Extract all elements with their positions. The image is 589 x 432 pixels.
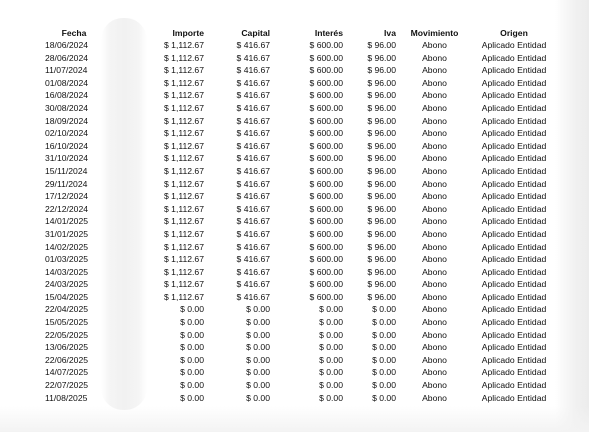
- cell-movimiento: Abono: [422, 178, 447, 189]
- cell-capital: $ 416.67: [236, 128, 270, 139]
- cell-spacer: [103, 165, 153, 178]
- cell-iva: $ 96.00: [367, 165, 396, 176]
- cell-fecha: 17/12/2024: [45, 191, 89, 202]
- cell-spacer: [103, 329, 153, 342]
- cell-iva: $ 96.00: [367, 266, 396, 277]
- cell-spacer: [103, 379, 153, 392]
- cell-fecha: 31/10/2024: [45, 153, 89, 164]
- cell-fecha: 15/05/2025: [45, 317, 89, 328]
- cell-iva: $ 96.00: [367, 191, 396, 202]
- cell-iva: $ 96.00: [367, 77, 396, 88]
- table-row: [45, 291, 555, 304]
- table-row: [45, 366, 555, 379]
- cell-iva: $ 0.00: [372, 367, 396, 378]
- cell-movimiento: Abono: [422, 266, 447, 277]
- cell-interes: $ 0.00: [319, 367, 343, 378]
- table-row: [45, 241, 555, 254]
- cell-movimiento: Abono: [422, 140, 447, 151]
- cell-spacer: [103, 127, 153, 140]
- cell-origen: Aplicado Entidad: [481, 90, 547, 101]
- cell-interes: $ 600.00: [309, 90, 343, 101]
- cell-origen: Aplicado Entidad: [481, 40, 547, 50]
- cell-spacer: [103, 392, 153, 405]
- table-row: [45, 392, 555, 405]
- cell-spacer: [103, 266, 153, 279]
- cell-interes: $ 600.00: [309, 52, 343, 63]
- cell-interes: $ 0.00: [319, 304, 343, 315]
- cell-fecha: 16/10/2024: [45, 140, 89, 151]
- cell-importe: $ 1,112.67: [164, 165, 204, 176]
- cell-origen: Aplicado Entidad: [481, 128, 547, 139]
- cell-origen: Aplicado Entidad: [481, 65, 547, 76]
- cell-movimiento: Abono: [422, 317, 447, 328]
- cell-capital: $ 0.00: [246, 367, 270, 378]
- cell-importe: $ 1,112.67: [164, 128, 204, 139]
- payments-table: [45, 28, 555, 404]
- table-row: [45, 165, 555, 178]
- cell-fecha: 15/11/2024: [45, 165, 88, 176]
- cell-importe: $ 0.00: [180, 392, 204, 403]
- cell-importe: $ 1,112.67: [164, 65, 204, 76]
- table-row: [45, 140, 555, 153]
- header-origen: Origen: [500, 28, 528, 38]
- cell-capital: $ 0.00: [246, 392, 270, 403]
- cell-fecha: 24/03/2025: [45, 279, 89, 290]
- cell-spacer: [103, 115, 153, 128]
- cell-movimiento: Abono: [422, 65, 447, 76]
- cell-iva: $ 96.00: [367, 115, 396, 126]
- cell-interes: $ 0.00: [319, 317, 343, 328]
- cell-importe: $ 0.00: [180, 304, 204, 315]
- cell-importe: $ 1,112.67: [164, 279, 204, 290]
- cell-capital: $ 416.67: [236, 254, 270, 265]
- cell-capital: $ 416.67: [236, 178, 270, 189]
- header-spacer: [103, 28, 153, 39]
- cell-origen: Aplicado Entidad: [481, 115, 547, 126]
- cell-fecha: 02/10/2024: [45, 128, 89, 139]
- header-interes: Interés: [314, 28, 343, 38]
- page-edge-shadow: [555, 0, 589, 432]
- cell-origen: Aplicado Entidad: [481, 392, 547, 403]
- cell-movimiento: Abono: [422, 354, 447, 365]
- cell-iva: $ 96.00: [367, 254, 396, 265]
- cell-fecha: 14/07/2025: [45, 367, 89, 378]
- table-row: [45, 329, 555, 342]
- table-row: [45, 266, 555, 279]
- cell-importe: $ 1,112.67: [164, 90, 204, 101]
- cell-fecha: 18/06/2024: [45, 40, 89, 50]
- cell-movimiento: Abono: [422, 52, 447, 63]
- cell-fecha: 14/03/2025: [45, 266, 89, 277]
- cell-importe: $ 1,112.67: [164, 266, 204, 277]
- cell-interes: $ 600.00: [309, 216, 343, 227]
- cell-interes: $ 600.00: [309, 266, 343, 277]
- cell-movimiento: Abono: [422, 329, 447, 340]
- cell-iva: $ 0.00: [372, 329, 396, 340]
- cell-iva: $ 96.00: [367, 153, 396, 164]
- cell-importe: $ 0.00: [180, 367, 204, 378]
- cell-origen: Aplicado Entidad: [481, 317, 547, 328]
- table-row: [45, 379, 555, 392]
- cell-interes: $ 600.00: [309, 40, 343, 50]
- table-row: [45, 178, 555, 191]
- table-row: [45, 228, 555, 241]
- cell-origen: Aplicado Entidad: [481, 367, 547, 378]
- cell-origen: Aplicado Entidad: [481, 191, 547, 202]
- cell-interes: $ 600.00: [309, 254, 343, 265]
- cell-movimiento: Abono: [422, 115, 447, 126]
- cell-capital: $ 416.67: [236, 228, 270, 239]
- cell-movimiento: Abono: [422, 102, 447, 113]
- cell-fecha: 22/07/2025: [45, 380, 89, 391]
- cell-capital: $ 416.67: [236, 115, 270, 126]
- table-row: [45, 203, 555, 216]
- cell-spacer: [103, 316, 153, 329]
- table-body: [45, 39, 555, 404]
- cell-spacer: [103, 291, 153, 304]
- cell-importe: $ 0.00: [180, 342, 204, 353]
- cell-importe: $ 1,112.67: [164, 254, 204, 265]
- cell-movimiento: Abono: [422, 77, 447, 88]
- cell-spacer: [103, 215, 153, 228]
- cell-capital: $ 416.67: [236, 191, 270, 202]
- cell-interes: $ 0.00: [319, 380, 343, 391]
- cell-origen: Aplicado Entidad: [481, 77, 547, 88]
- cell-importe: $ 1,112.67: [164, 140, 204, 151]
- cell-spacer: [103, 52, 153, 65]
- cell-fecha: 16/08/2024: [45, 90, 89, 101]
- cell-spacer: [103, 354, 153, 367]
- cell-iva: $ 96.00: [367, 241, 396, 252]
- cell-importe: $ 1,112.67: [164, 52, 204, 63]
- cell-capital: $ 416.67: [236, 241, 270, 252]
- cell-iva: $ 96.00: [367, 178, 396, 189]
- cell-interes: $ 0.00: [319, 354, 343, 365]
- table-row: [45, 89, 555, 102]
- table-row: [45, 77, 555, 90]
- cell-capital: $ 416.67: [236, 279, 270, 290]
- table-row: [45, 278, 555, 291]
- cell-fecha: 11/08/2025: [45, 392, 88, 403]
- cell-interes: $ 600.00: [309, 115, 343, 126]
- cell-iva: $ 96.00: [367, 203, 396, 214]
- cell-origen: Aplicado Entidad: [481, 342, 547, 353]
- header-importe: Importe: [172, 28, 204, 38]
- cell-fecha: 15/04/2025: [45, 291, 89, 302]
- cell-spacer: [103, 64, 153, 77]
- cell-interes: $ 600.00: [309, 128, 343, 139]
- cell-capital: $ 0.00: [246, 354, 270, 365]
- cell-movimiento: Abono: [422, 279, 447, 290]
- cell-capital: $ 416.67: [236, 77, 270, 88]
- cell-movimiento: Abono: [422, 241, 447, 252]
- cell-capital: $ 0.00: [246, 304, 270, 315]
- cell-iva: $ 96.00: [367, 291, 396, 302]
- cell-movimiento: Abono: [422, 380, 447, 391]
- cell-capital: $ 0.00: [246, 329, 270, 340]
- cell-capital: $ 416.67: [236, 291, 270, 302]
- cell-spacer: [103, 228, 153, 241]
- cell-movimiento: Abono: [422, 304, 447, 315]
- cell-origen: Aplicado Entidad: [481, 291, 547, 302]
- cell-spacer: [103, 178, 153, 191]
- cell-movimiento: Abono: [422, 153, 447, 164]
- page-bottom-shadow: [0, 406, 589, 432]
- cell-movimiento: Abono: [422, 90, 447, 101]
- header-fecha: Fecha: [61, 28, 87, 38]
- table-row: [45, 316, 555, 329]
- cell-origen: Aplicado Entidad: [481, 266, 547, 277]
- cell-importe: $ 0.00: [180, 380, 204, 391]
- cell-iva: $ 0.00: [372, 392, 396, 403]
- cell-origen: Aplicado Entidad: [481, 329, 547, 340]
- cell-importe: $ 1,112.67: [164, 203, 204, 214]
- table-row: [45, 52, 555, 65]
- cell-movimiento: Abono: [422, 367, 447, 378]
- header-capital: Capital: [241, 28, 270, 38]
- cell-movimiento: Abono: [422, 392, 447, 403]
- cell-capital: $ 0.00: [246, 380, 270, 391]
- table-row: [45, 102, 555, 115]
- table-row: [45, 115, 555, 128]
- cell-fecha: 14/01/2025: [45, 216, 89, 227]
- table-row: [45, 354, 555, 367]
- cell-importe: $ 1,112.67: [164, 40, 204, 50]
- cell-importe: $ 1,112.67: [164, 216, 204, 227]
- cell-origen: Aplicado Entidad: [481, 354, 547, 365]
- cell-fecha: 01/08/2024: [45, 77, 89, 88]
- cell-interes: $ 0.00: [319, 342, 343, 353]
- cell-origen: Aplicado Entidad: [481, 241, 547, 252]
- table-row: [45, 64, 555, 77]
- cell-interes: $ 600.00: [309, 165, 343, 176]
- cell-fecha: 14/02/2025: [45, 241, 89, 252]
- cell-capital: $ 416.67: [236, 153, 270, 164]
- cell-spacer: [103, 190, 153, 203]
- cell-importe: $ 0.00: [180, 317, 204, 328]
- cell-spacer: [103, 303, 153, 316]
- cell-origen: Aplicado Entidad: [481, 153, 547, 164]
- cell-importe: $ 1,112.67: [164, 102, 204, 113]
- cell-movimiento: Abono: [422, 342, 447, 353]
- cell-spacer: [103, 253, 153, 266]
- cell-capital: $ 416.67: [236, 52, 270, 63]
- cell-importe: $ 1,112.67: [164, 178, 204, 189]
- table-row: [45, 190, 555, 203]
- cell-spacer: [103, 77, 153, 90]
- cell-iva: $ 0.00: [372, 342, 396, 353]
- cell-fecha: 22/05/2025: [45, 329, 89, 340]
- cell-origen: Aplicado Entidad: [481, 228, 547, 239]
- cell-iva: $ 96.00: [367, 90, 396, 101]
- cell-capital: $ 0.00: [246, 317, 270, 328]
- cell-origen: Aplicado Entidad: [481, 52, 547, 63]
- cell-interes: $ 0.00: [319, 392, 343, 403]
- cell-spacer: [103, 102, 153, 115]
- cell-capital: $ 416.67: [236, 90, 270, 101]
- table-row: [45, 341, 555, 354]
- cell-fecha: 01/03/2025: [45, 254, 89, 265]
- table-row: [45, 303, 555, 316]
- cell-iva: $ 96.00: [367, 140, 396, 151]
- cell-interes: $ 600.00: [309, 102, 343, 113]
- cell-origen: Aplicado Entidad: [481, 178, 547, 189]
- cell-fecha: 22/04/2025: [45, 304, 89, 315]
- cell-origen: Aplicado Entidad: [481, 203, 547, 214]
- cell-iva: $ 96.00: [367, 65, 396, 76]
- cell-movimiento: Abono: [422, 165, 447, 176]
- cell-spacer: [103, 341, 153, 354]
- cell-fecha: 13/06/2025: [45, 342, 89, 353]
- cell-spacer: [103, 39, 153, 52]
- cell-origen: Aplicado Entidad: [481, 216, 547, 227]
- cell-capital: $ 416.67: [236, 165, 270, 176]
- cell-origen: Aplicado Entidad: [481, 254, 547, 265]
- cell-capital: $ 416.67: [236, 203, 270, 214]
- cell-spacer: [103, 89, 153, 102]
- cell-spacer: [103, 140, 153, 153]
- cell-interes: $ 600.00: [309, 191, 343, 202]
- cell-capital: $ 416.67: [236, 40, 270, 50]
- cell-fecha: 18/09/2024: [45, 115, 89, 126]
- cell-iva: $ 0.00: [372, 317, 396, 328]
- cell-fecha: 31/01/2025: [45, 228, 89, 239]
- cell-spacer: [103, 278, 153, 291]
- cell-iva: $ 96.00: [367, 228, 396, 239]
- cell-origen: Aplicado Entidad: [481, 380, 547, 391]
- cell-fecha: 22/12/2024: [45, 203, 89, 214]
- header-movimiento: Movimiento: [410, 28, 459, 38]
- cell-origen: Aplicado Entidad: [481, 304, 547, 315]
- cell-interes: $ 600.00: [309, 279, 343, 290]
- cell-interes: $ 600.00: [309, 153, 343, 164]
- cell-importe: $ 1,112.67: [164, 153, 204, 164]
- cell-fecha: 29/11/2024: [45, 178, 88, 189]
- cell-interes: $ 600.00: [309, 241, 343, 252]
- cell-spacer: [103, 241, 153, 254]
- table-row: [45, 127, 555, 140]
- cell-interes: $ 0.00: [319, 329, 343, 340]
- cell-movimiento: Abono: [422, 203, 447, 214]
- table-header: [45, 28, 555, 39]
- cell-capital: $ 416.67: [236, 266, 270, 277]
- cell-movimiento: Abono: [422, 291, 447, 302]
- cell-spacer: [103, 152, 153, 165]
- cell-origen: Aplicado Entidad: [481, 102, 547, 113]
- cell-interes: $ 600.00: [309, 77, 343, 88]
- table-row: [45, 253, 555, 266]
- cell-iva: $ 96.00: [367, 52, 396, 63]
- cell-spacer: [103, 366, 153, 379]
- cell-importe: $ 1,112.67: [164, 115, 204, 126]
- cell-iva: $ 0.00: [372, 354, 396, 365]
- cell-interes: $ 600.00: [309, 228, 343, 239]
- cell-interes: $ 600.00: [309, 203, 343, 214]
- cell-movimiento: Abono: [422, 40, 447, 50]
- cell-iva: $ 96.00: [367, 216, 396, 227]
- header-iva: Iva: [384, 28, 396, 38]
- cell-capital: $ 416.67: [236, 65, 270, 76]
- cell-iva: $ 0.00: [372, 304, 396, 315]
- cell-iva: $ 96.00: [367, 128, 396, 139]
- cell-interes: $ 600.00: [309, 178, 343, 189]
- cell-fecha: 22/06/2025: [45, 354, 89, 365]
- cell-importe: $ 1,112.67: [164, 291, 204, 302]
- cell-iva: $ 96.00: [367, 40, 396, 50]
- cell-capital: $ 416.67: [236, 140, 270, 151]
- cell-capital: $ 416.67: [236, 216, 270, 227]
- cell-importe: $ 1,112.67: [164, 241, 204, 252]
- table-row: [45, 152, 555, 165]
- cell-origen: Aplicado Entidad: [481, 165, 547, 176]
- cell-importe: $ 0.00: [180, 329, 204, 340]
- cell-movimiento: Abono: [422, 216, 447, 227]
- cell-importe: $ 1,112.67: [164, 77, 204, 88]
- cell-interes: $ 600.00: [309, 65, 343, 76]
- cell-movimiento: Abono: [422, 254, 447, 265]
- cell-movimiento: Abono: [422, 128, 447, 139]
- cell-origen: Aplicado Entidad: [481, 279, 547, 290]
- cell-importe: $ 1,112.67: [164, 191, 204, 202]
- cell-iva: $ 96.00: [367, 102, 396, 113]
- cell-iva: $ 0.00: [372, 380, 396, 391]
- cell-fecha: 30/08/2024: [45, 102, 89, 113]
- header-row: [45, 28, 555, 39]
- cell-movimiento: Abono: [422, 228, 447, 239]
- table-row: [45, 215, 555, 228]
- cell-interes: $ 600.00: [309, 291, 343, 302]
- table-row: [45, 39, 555, 52]
- cell-movimiento: Abono: [422, 191, 447, 202]
- cell-capital: $ 0.00: [246, 342, 270, 353]
- cell-importe: $ 1,112.67: [164, 228, 204, 239]
- cell-fecha: 28/06/2024: [45, 52, 89, 63]
- cell-interes: $ 600.00: [309, 140, 343, 151]
- cell-fecha: 11/07/2024: [45, 65, 88, 76]
- cell-origen: Aplicado Entidad: [481, 140, 547, 151]
- cell-iva: $ 96.00: [367, 279, 396, 290]
- cell-importe: $ 0.00: [180, 354, 204, 365]
- cell-spacer: [103, 203, 153, 216]
- cell-capital: $ 416.67: [236, 102, 270, 113]
